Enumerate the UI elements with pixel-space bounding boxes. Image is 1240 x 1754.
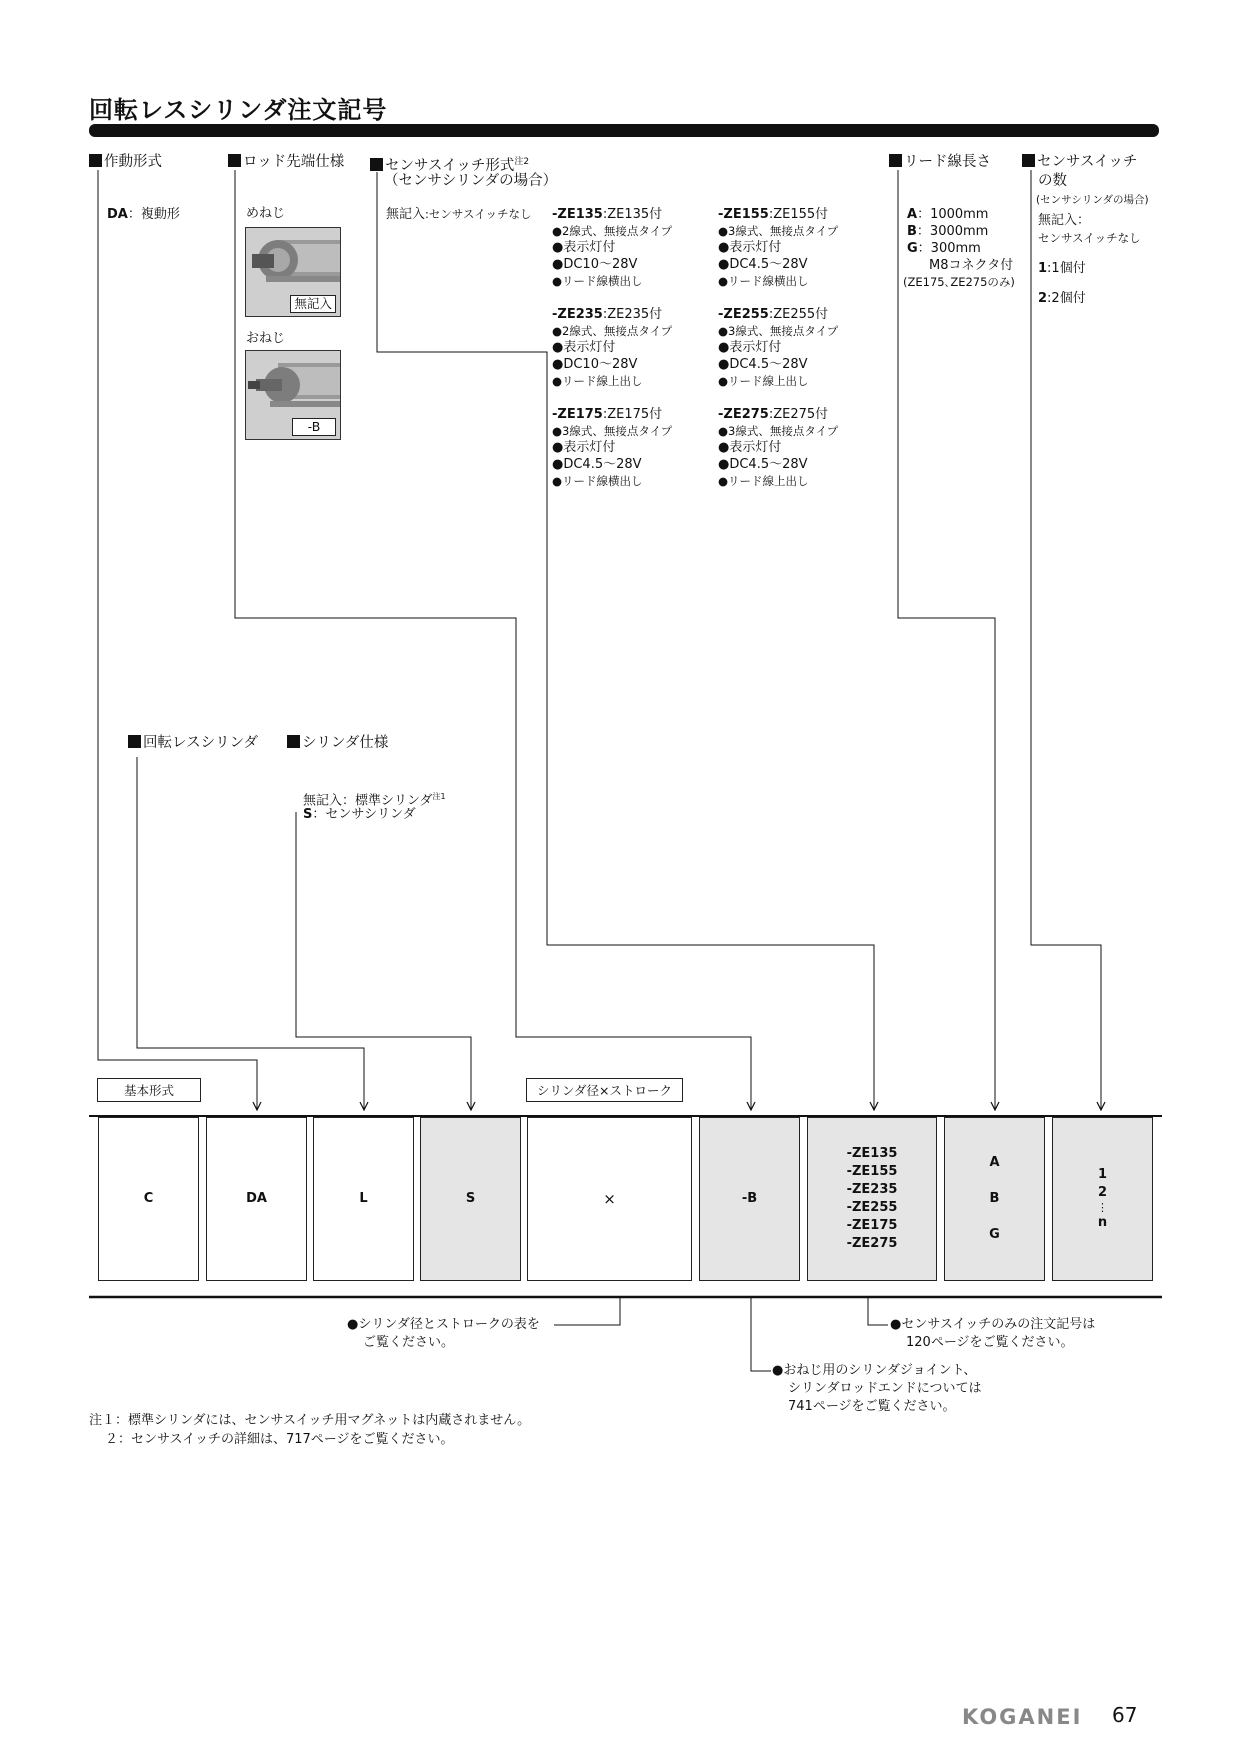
male-thread-photo (245, 350, 341, 440)
basic-model-label: 基本形式 (97, 1078, 201, 1102)
female-thread-photo (245, 227, 341, 317)
sensor-count-header-2: の数 (1038, 173, 1067, 189)
rod-end-header: ロッド先端仕様 (228, 152, 344, 172)
page-number: 67 (1112, 1703, 1138, 1727)
code-ze175: -ZE175 (846, 1218, 898, 1233)
code-box-da-value: DA (246, 1191, 267, 1206)
code-count-dots: ⋮ (1097, 1201, 1108, 1214)
footnote-1: 注１：標準シリンダには、センサスイッチ用マグネットは内蔵されません。 (89, 1413, 531, 1428)
action-type-option: DA：複動形 (107, 207, 180, 222)
sensor-only-reference: ●センサスイッチのみの注文記号は 120ページをご覧ください。 (890, 1317, 1096, 1350)
code-box-b-value: -B (741, 1191, 758, 1206)
sensor-count-none-desc: センサスイッチなし (1038, 231, 1141, 245)
code-count-1: 1 (1097, 1167, 1108, 1182)
sensor-type-none: 無記入:センサスイッチなし (386, 207, 532, 222)
joint-reference: ●おねじ用のシリンダジョイント、 シリンダロッドエンドについては 741ページをご覧ください。 (772, 1363, 982, 1414)
code-box-s-value: S (465, 1191, 476, 1206)
switch-ze135: -ZE135:ZE135付 ●2線式、無接点タイプ ●表示灯付 ●DC10～28V ●リード線横出し (552, 207, 673, 288)
code-g: G (989, 1227, 1000, 1242)
brand-logo: KOGANEI (962, 1705, 1083, 1729)
male-thread-label: おねじ (246, 331, 286, 346)
action-type-header: 作動形式 (89, 152, 162, 172)
sensor-count-header: センサスイッチ (1022, 152, 1137, 172)
code-a: A (989, 1155, 1000, 1170)
code-box-l-value: L (359, 1191, 368, 1206)
sensor-count-2: 2:2個付 (1038, 291, 1086, 306)
code-box-c (98, 1117, 199, 1281)
sensor-count-1: 1:1個付 (1038, 261, 1086, 276)
footnote-2: ２：センサスイッチの詳細は、717ページをご覧ください。 (105, 1432, 454, 1447)
code-box-c-value: C (143, 1191, 154, 1206)
rotless-header: 回転レスシリンダ (128, 733, 258, 753)
female-thread-label: めねじ (246, 206, 286, 221)
switch-ze255: -ZE255:ZE255付 ●3線式、無接点タイプ ●表示灯付 ●DC4.5～28V ●リード線上出し (718, 307, 839, 388)
code-ze235: -ZE235 (846, 1182, 898, 1197)
code-box-sensor-type (807, 1117, 937, 1281)
sensor-type-subheader: （センサシリンダの場合） (384, 173, 558, 189)
female-thread-code: 無記入 (290, 295, 336, 313)
cyl-spec-standard: 無記入：標準シリンダ$^{注1}$ (303, 792, 446, 809)
code-box-l (313, 1117, 414, 1281)
code-b: B (989, 1191, 1000, 1206)
code-box-da (206, 1117, 307, 1281)
cyl-spec-sensor: S：センサシリンダ (303, 807, 416, 822)
code-box-sensor-count (1052, 1117, 1153, 1281)
code-ze135: -ZE135 (846, 1146, 898, 1161)
cyl-spec-header: シリンダ仕様 (287, 733, 388, 753)
code-box-b (699, 1117, 800, 1281)
code-count-n: n (1097, 1215, 1108, 1230)
lead-length-options: A：1000mm B：3000mm G：300mm M8コネクタ付 (ZE175､ZE275のみ) (903, 207, 1015, 289)
code-count-2: 2 (1097, 1185, 1108, 1200)
code-ze255: -ZE255 (846, 1200, 898, 1215)
switch-ze235: -ZE235:ZE235付 ●2線式、無接点タイプ ●表示灯付 ●DC10～28V ●リード線上出し (552, 307, 673, 388)
code-box-x-value: × (603, 1190, 616, 1208)
code-ze155: -ZE155 (846, 1164, 898, 1179)
switch-ze175: -ZE175:ZE175付 ●3線式、無接点タイプ ●表示灯付 ●DC4.5～28V ●リード線横出し (552, 407, 673, 488)
male-thread-code: -B (292, 418, 336, 436)
switch-ze275: -ZE275:ZE275付 ●3線式、無接点タイプ ●表示灯付 ●DC4.5～28V ●リード線上出し (718, 407, 839, 488)
code-box-s (420, 1117, 521, 1281)
switch-ze155: -ZE155:ZE155付 ●3線式、無接点タイプ ●表示灯付 ●DC4.5～28V ●リード線横出し (718, 207, 839, 288)
bore-stroke-reference: ●シリンダ径とストロークの表を ご覧ください。 (347, 1317, 540, 1350)
sensor-type-header: センサスイッチ形式$^{注2}$ (370, 152, 529, 176)
page-title: 回転レスシリンダ注文記号 (89, 96, 388, 124)
lead-length-header: リード線長さ (889, 152, 991, 172)
sensor-count-subheader: (センサシリンダの場合) (1036, 194, 1149, 206)
code-box-lead-length (944, 1117, 1045, 1281)
sensor-count-none-label: 無記入： (1038, 213, 1091, 228)
bore-stroke-label: シリンダ径×ストローク (526, 1078, 683, 1102)
code-box-bore-stroke (527, 1117, 692, 1281)
code-ze275: -ZE275 (846, 1236, 898, 1251)
